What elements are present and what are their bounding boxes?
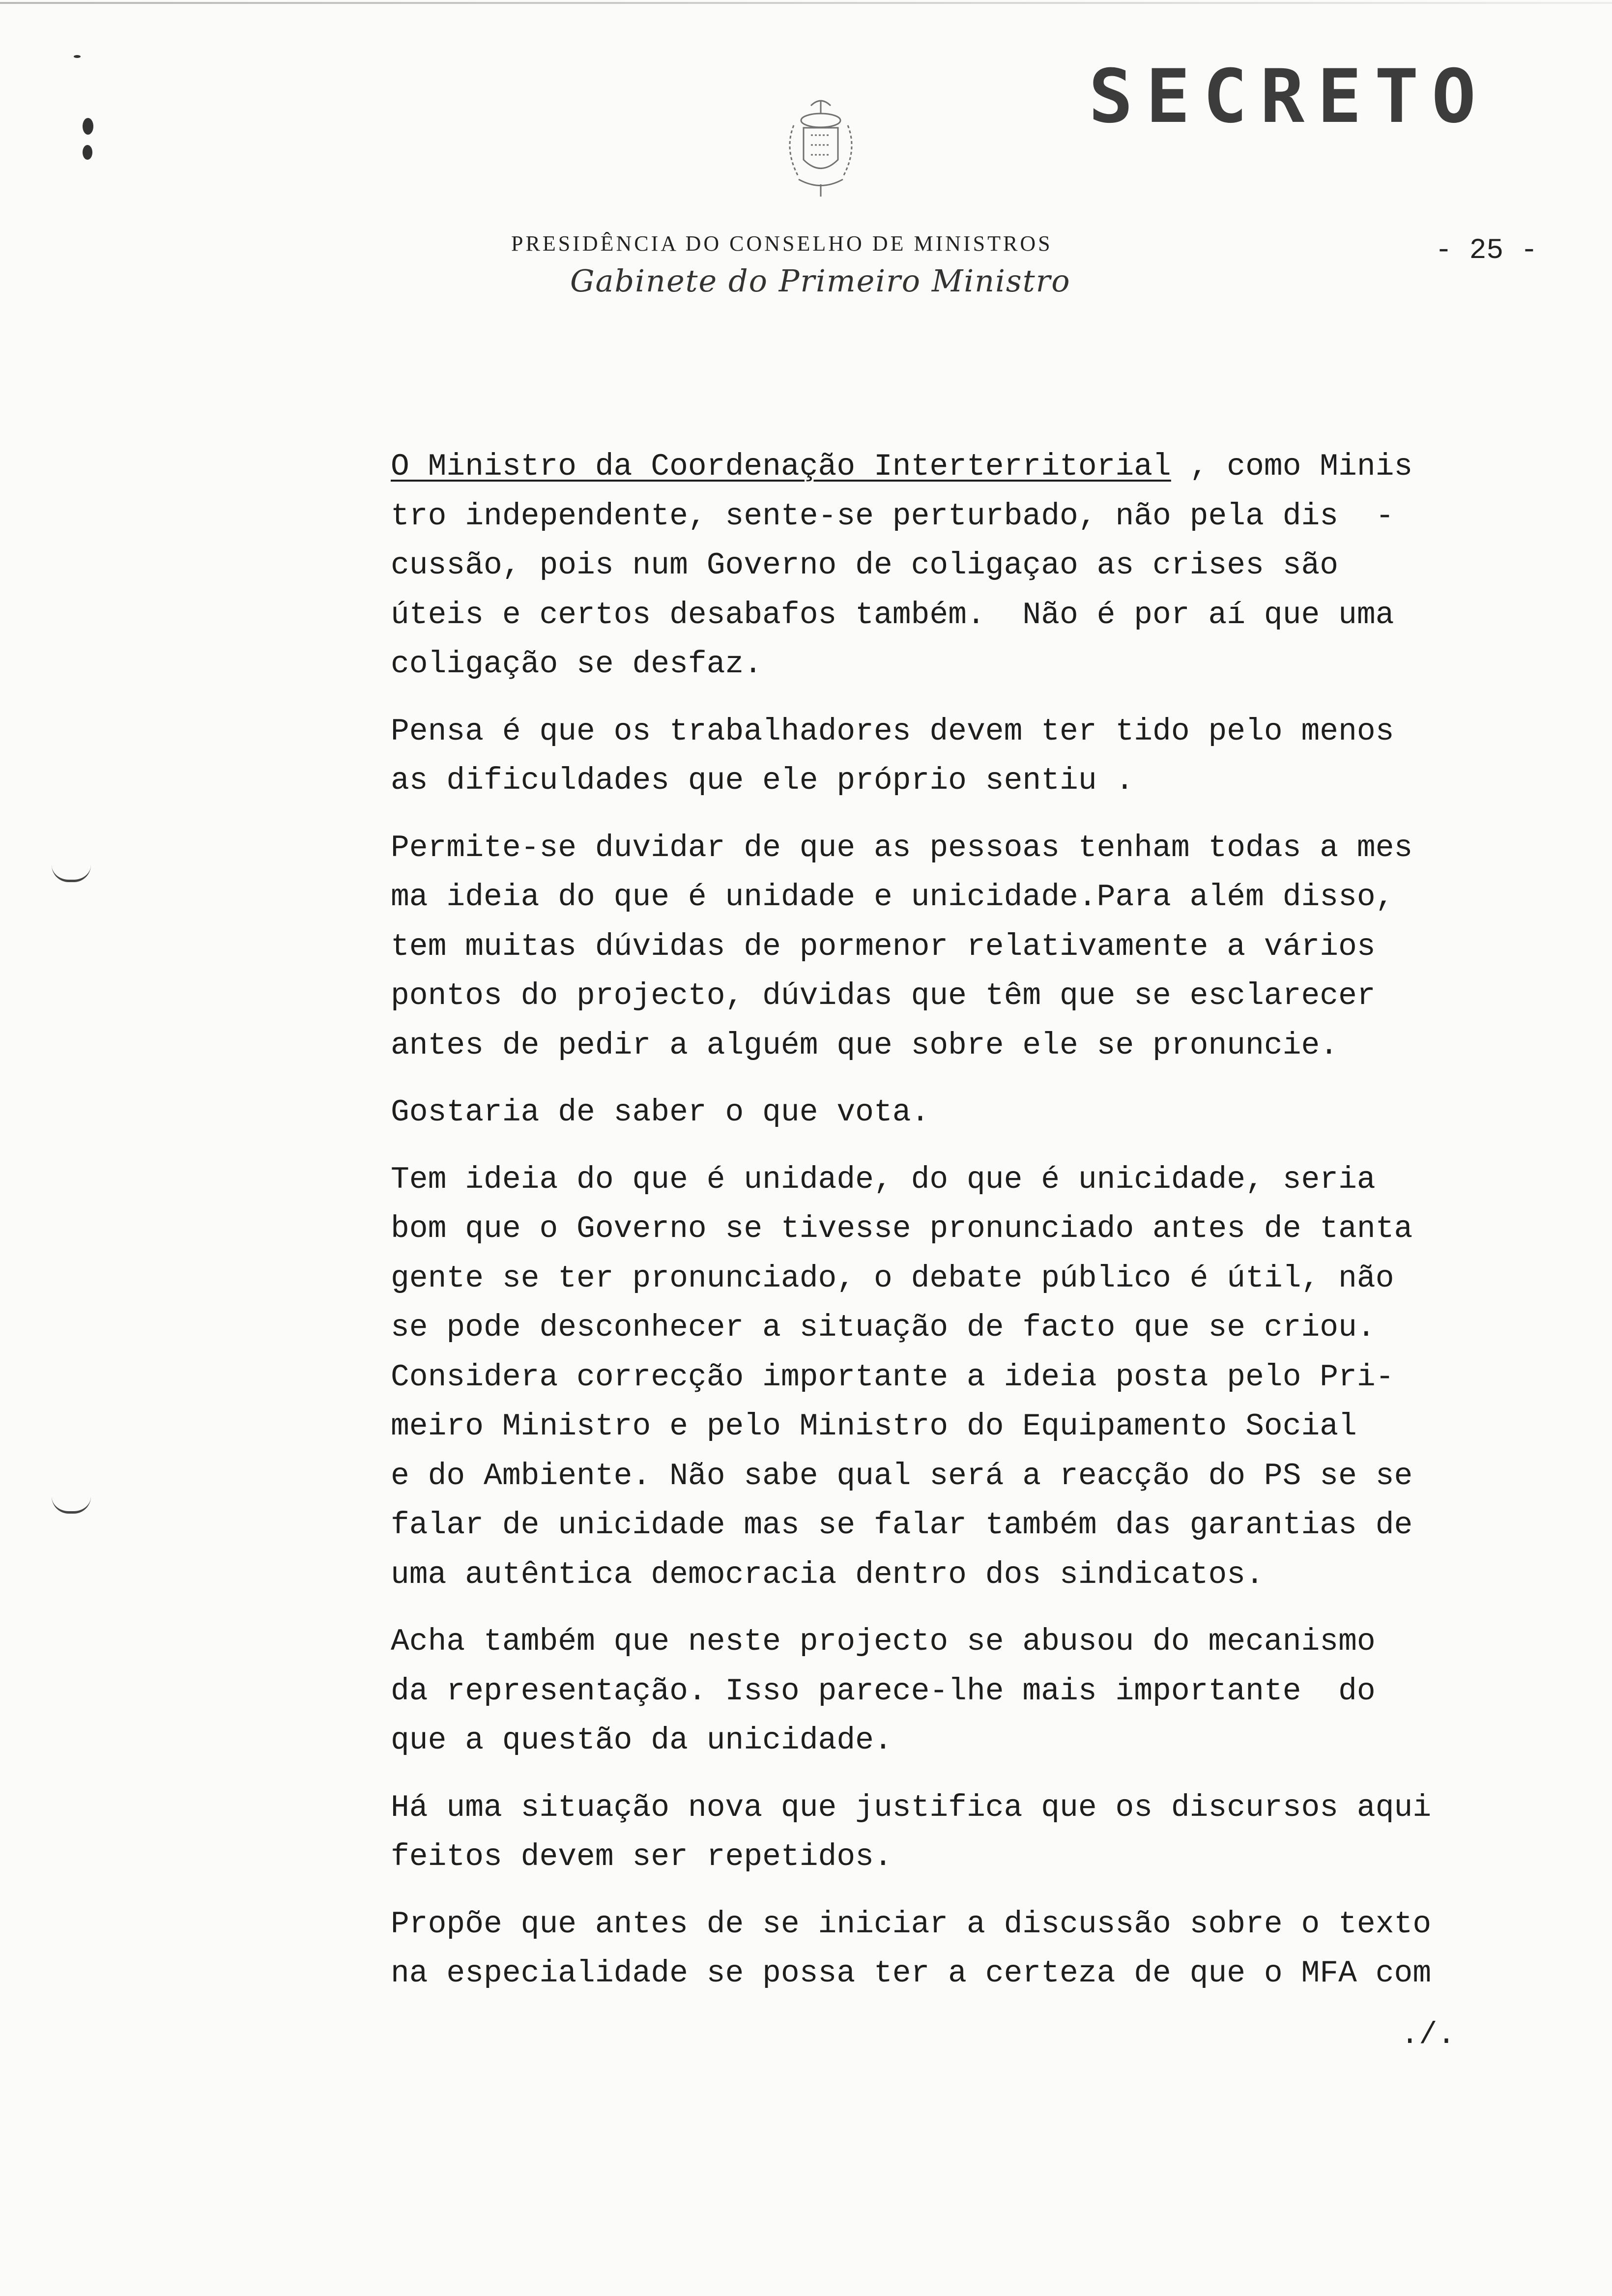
scan-edge-line [0, 2, 1612, 4]
text-line: Acha também que neste projecto se abusou do mecanismo [391, 1624, 1376, 1659]
scan-speck [74, 55, 81, 58]
text-line: Gostaria de saber o que vota. [391, 1095, 930, 1130]
scan-speck [83, 145, 92, 160]
paragraph [391, 1783, 1511, 1882]
paragraph [391, 824, 1511, 1071]
continuation-marker: ./. [1401, 2017, 1456, 2052]
text-line: Permite-se duvidar de que as pessoas tenham todas a mes [391, 830, 1413, 865]
text-line: as dificuldades que ele próprio sentiu . [391, 763, 1134, 798]
binder-hole-mark [52, 865, 91, 882]
paragraph [391, 707, 1511, 806]
text-line: Propõe que antes de se iniciar a discussão sobre o texto [391, 1906, 1432, 1942]
text-line-rest: , como Minis [1171, 449, 1413, 484]
text-line: tro independente, sente-se perturbado, não pela dis - [391, 498, 1394, 534]
text-line: Tem ideia do que é unidade, do que é unicidade, seria [391, 1162, 1376, 1197]
paragraph [391, 442, 1511, 689]
institution-heading: PRESIDÊNCIA DO CONSELHO DE MINISTROS [511, 231, 1053, 256]
text-line: que a questão da unicidade. [391, 1723, 892, 1758]
text-line: ma ideia do que é unidade e unicidade.Para além disso, [391, 880, 1394, 915]
text-line: na especialidade se possa ter a certeza de que o MFA com [391, 1956, 1432, 1991]
text-line [391, 442, 1511, 492]
text-line: cussão, pois num Governo de coligaçao as crises são [391, 548, 1339, 583]
text-line: antes de pedir a alguém que sobre ele se pronuncie. [391, 1028, 1339, 1063]
scan-speck [83, 118, 93, 135]
text-line: se pode desconhecer a situação de facto que se criou. [391, 1310, 1376, 1345]
text-line: tem muitas dúvidas de pormenor relativamente a vários [391, 929, 1376, 964]
text-line: feitos devem ser repetidos. [391, 1839, 892, 1874]
text-line: Pensa é que os trabalhadores devem ter tido pelo menos [391, 714, 1394, 749]
text-line: da representação. Isso parece-lhe mais importante do [391, 1673, 1376, 1709]
text-line: Há uma situação nova que justifica que os discursos aqui [391, 1790, 1432, 1825]
minutes-body [391, 442, 1511, 2016]
coat-of-arms-icon [764, 91, 877, 204]
text-line: bom que o Governo se tivesse pronunciado antes de tanta [391, 1211, 1413, 1246]
speaker-name: O Ministro da Coordenação Interterritorial [391, 449, 1171, 484]
text-line: gente se ter pronunciado, o debate público é útil, não [391, 1261, 1394, 1296]
text-line: e do Ambiente. Não sabe qual será a reacção do PS se se [391, 1458, 1413, 1493]
cabinet-heading: Gabinete do Primeiro Ministro [570, 263, 1071, 299]
text-line: pontos do projecto, dúvidas que têm que se esclarecer [391, 978, 1376, 1013]
text-line: falar de unicidade mas se falar também das garantias de [391, 1508, 1413, 1543]
text-line: uma autêntica democracia dentro dos sindicatos. [391, 1557, 1264, 1592]
paragraph [391, 1900, 1511, 1999]
text-line: úteis e certos desabafos também. Não é por aí que uma [391, 597, 1394, 632]
classification-stamp: SECRETO [1089, 54, 1489, 140]
text-line: Considera correcção importante a ideia posta pelo Pri- [391, 1359, 1394, 1395]
paragraph [391, 1155, 1511, 1600]
paragraph [391, 1088, 1511, 1138]
paragraph [391, 1617, 1511, 1766]
text-line: meiro Ministro e pelo Ministro do Equipamento Social [391, 1409, 1357, 1444]
text-line: coligação se desfaz. [391, 647, 763, 682]
binder-hole-mark [52, 1496, 91, 1514]
page-number: - 25 - [1435, 235, 1538, 267]
